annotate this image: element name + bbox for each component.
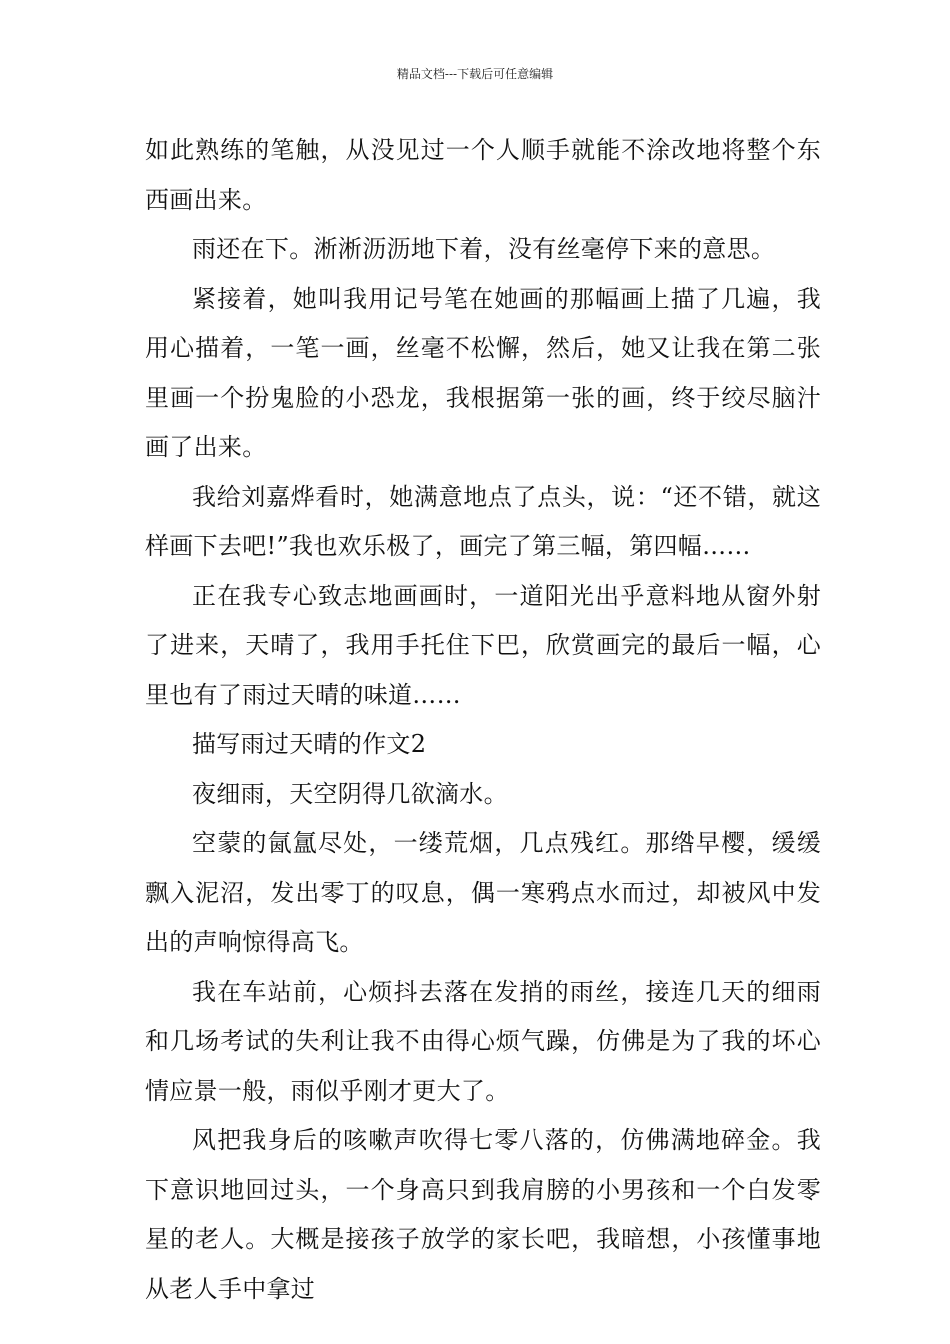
section-title: 描写雨过天晴的作文2	[192, 730, 427, 758]
paragraph-1: 如此熟练的笔触，从没见过一个人顺手就能不涂改地将整个东西画出来。	[145, 136, 821, 214]
paragraph-6: 夜细雨，天空阴得几欲滴水。	[192, 779, 508, 808]
document-body	[145, 126, 821, 1314]
paragraph-3: 紧接着，她叫我用记号笔在她画的那幅画上描了几遍，我用心描着，一笔一画，丝毫不松懈，然后，她又让我在第二张里画一个扮鬼脸的小恐龙，我根据第一张的画，终于绞尽脑汁画了出来。	[145, 284, 821, 461]
paragraph-9: 风把我身后的咳嗽声吹得七零八落的，仿佛满地碎金。我下意识地回过头，一个身高只到我肩膀的小男孩和一个白发零星的老人。大概是接孩子放学的家长吧，我暗想，小孩懂事地从老人手中拿过	[145, 1126, 821, 1303]
paragraph-8: 我在车站前，心烦抖去落在发捎的雨丝，接连几天的细雨和几场考试的失利让我不由得心烦气躁，仿佛是为了我的坏心情应景一般，雨似乎刚才更大了。	[145, 977, 821, 1105]
page-header: 精品文档---下载后可任意编辑	[396, 67, 554, 81]
paragraph-4: 我给刘嘉烨看时，她满意地点了点头，说：“还不错，就这样画下去吧!”我也欢乐极了，画完了第三幅，第四幅……	[145, 482, 821, 560]
paragraph-5: 正在我专心致志地画画时，一道阳光出乎意料地从窗外射了进来，天晴了，我用手托住下巴，欣赏画完的最后一幅，心里也有了雨过天晴的味道……	[145, 581, 821, 709]
paragraph-2: 雨还在下。淅淅沥沥地下着，没有丝毫停下来的意思。	[192, 235, 776, 263]
paragraph-7: 空蒙的氤氲尽处，一缕荒烟，几点残红。那绺早樱，缓缓飘入泥沼，发出零丁的叹息，偶一寒鸦点水而过，却被风中发出的声响惊得高飞。	[145, 829, 821, 956]
